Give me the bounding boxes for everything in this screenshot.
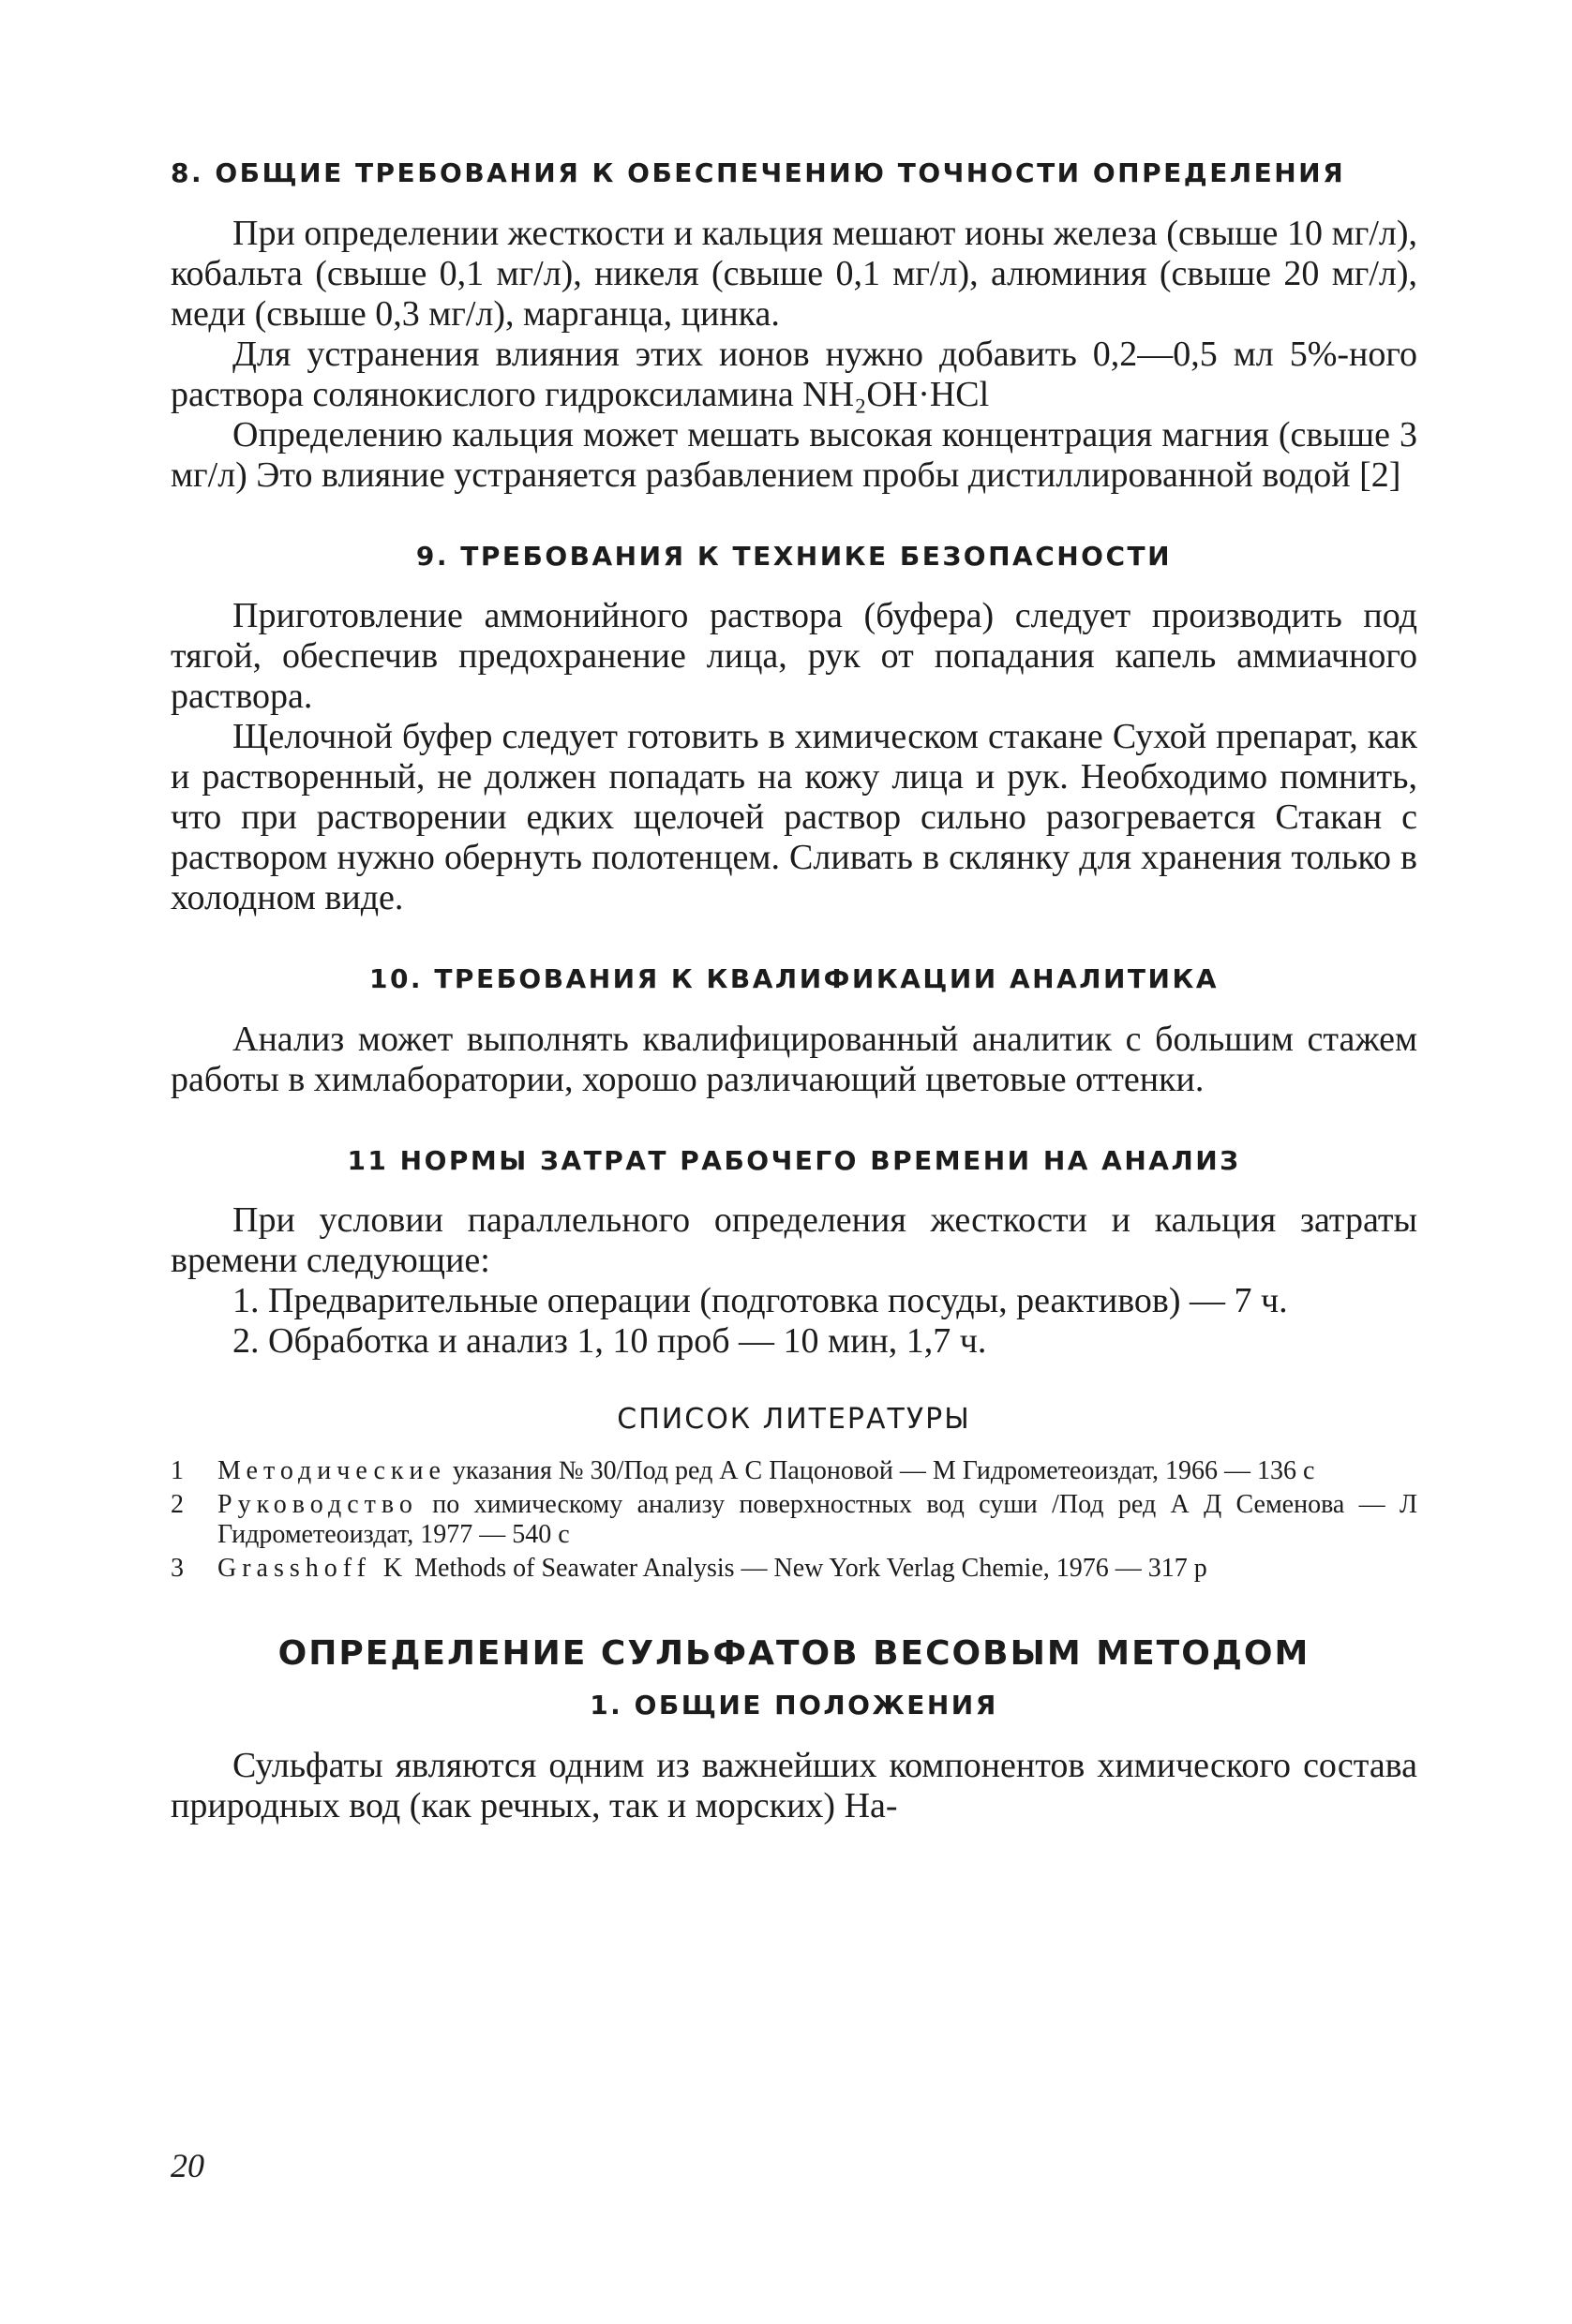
document-page — [171, 157, 1417, 2294]
section-heading: 1. ОБЩИЕ ПОЛОЖЕНИЯ — [590, 1690, 998, 1721]
reference-author: Grasshoff K — [217, 1554, 409, 1584]
section-safety — [171, 541, 1417, 919]
next-chapter — [171, 1634, 1417, 1826]
paragraph: При условии параллельного определения жесткости и кальция затраты времени следующие: — [171, 1200, 1417, 1281]
section-heading: 9. ТРЕБОВАНИЯ К ТЕХНИКЕ БЕЗОПАСНОСТИ — [415, 540, 1173, 572]
paragraph: Для устранения влияния этих ионов нужно добавить 0,2—0,5 мл 5%-ного раствора солянокислого гидроксиламина NH₂OH·HCl — [171, 334, 1417, 414]
section-heading: 10. ТРЕБОВАНИЯ К КВАЛИФИКАЦИИ АНАЛИТИКА — [368, 963, 1220, 995]
reference-author: Методические — [217, 1456, 446, 1486]
list-item: 1. Предварительные операции (подготовка посуды, реактивов) — 7 ч. — [232, 1281, 1288, 1321]
section-heading: 8. ОБЩИЕ ТРЕБОВАНИЯ К ОБЕСПЕЧЕНИЮ ТОЧНОСТИ ОПРЕДЕЛЕНИЯ — [171, 157, 1346, 188]
section-qualification — [171, 963, 1417, 1100]
reference-number: 3 — [171, 1554, 184, 1584]
section-accuracy — [171, 157, 1417, 496]
paragraph: Анализ может выполнять квалифицированный аналитик с большим стажем работы в химлаборатории, хорошо различающий цветовые оттенки. — [171, 1019, 1417, 1099]
paragraph: Щелочной буфер следует готовить в химическом стакане Сухой препарат, как и растворенный, не должен попадать на кожу лица и рук. Необходимо помнить, что при растворении едких щелочей раствор сильно разогревается Стакан с раствором нужно обернуть полотенцем. Сливать в склянку для хранения только в холодном виде. — [171, 717, 1417, 918]
reference-number: 1 — [171, 1456, 184, 1486]
reference-item — [171, 1490, 1417, 1550]
list-item: 2. Обработка и анализ 1, 10 проб — 10 мин, 1,7 ч. — [232, 1321, 987, 1362]
reference-number: 2 — [171, 1490, 184, 1520]
section-heading: 11 НОРМЫ ЗАТРАТ РАБОЧЕГО ВРЕМЕНИ НА АНАЛИЗ — [347, 1144, 1241, 1176]
references — [171, 1403, 1417, 1584]
paragraph: Приготовление аммонийного раствора (буфера) следует производить под тягой, обеспечив предохранение лица, рук от попадания капель аммиачного раствора. — [171, 596, 1417, 717]
chapter-title: ОПРЕДЕЛЕНИЕ СУЛЬФАТОВ ВЕСОВЫМ МЕТОДОМ — [277, 1634, 1310, 1674]
reference-item — [171, 1554, 1417, 1584]
paragraph: При определении жесткости и кальция мешают ионы железа (свыше 10 мг/л), кобальта (свыше 0,1 мг/л), никеля (свыше 0,1 мг/л), алюминия (свыше 20 мг/л), меди (свыше 0,3 мг/л), марганца, цинка. — [171, 213, 1417, 334]
reference-author: Руководство — [217, 1490, 418, 1520]
paragraph: Сульфаты являются одним из важнейших компонентов химического состава природных вод (как речных, так и морских) На- — [171, 1745, 1417, 1825]
reference-item — [171, 1456, 1417, 1486]
paragraph: Определению кальция может мешать высокая концентрация магния (свыше 3 мг/л) Это влияние устраняется разбавлением пробы дистиллированной водой [2] — [171, 414, 1417, 495]
reference-text: по химическому анализу поверхностных вод суши /Под ред А Д Семенова — Л Гидрометеоиздат, 1977 — 540 с — [217, 1490, 1418, 1550]
section-time-norms — [171, 1145, 1417, 1363]
reference-text: Methods of Seawater Analysis — New York Verlag Chemie, 1976 — 317 p — [414, 1554, 1207, 1584]
page-number: 20 — [171, 2147, 204, 2184]
reference-text: указания № 30/Под ред А С Пацоновой — М Гидрометеоиздат, 1966 — 136 с — [452, 1456, 1315, 1486]
references-title: СПИСОК ЛИТЕРАТУРЫ — [617, 1403, 971, 1437]
